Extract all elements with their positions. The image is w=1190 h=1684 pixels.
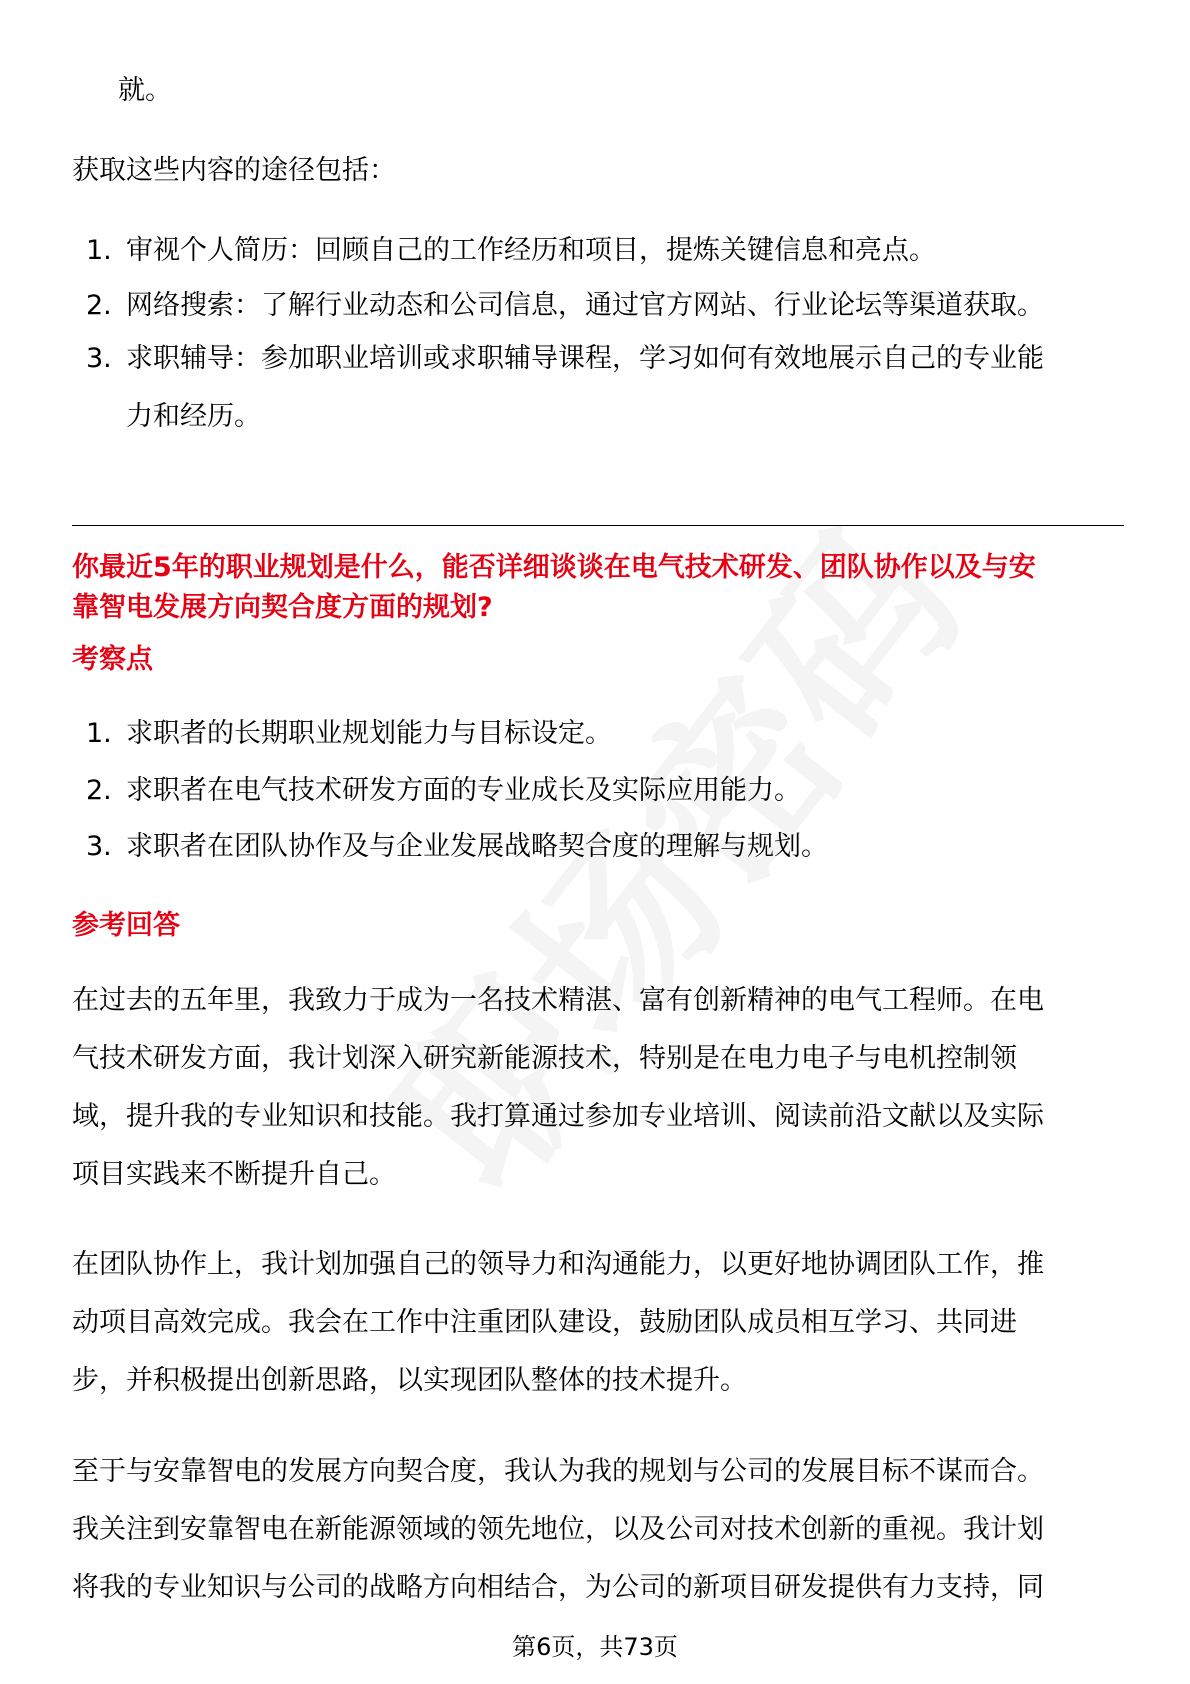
paragraph-line: 我关注到安靠智电在新能源领域的领先地位，以及公司对技术创新的重视。我计划	[72, 1514, 1044, 1545]
list-text: 求职者在团队协作及与企业发展战略契合度的理解与规划。	[126, 831, 828, 862]
paragraph-line: 在过去的五年里，我致力于成为一名技术精湛、富有创新精神的电气工程师。在电	[72, 985, 1044, 1016]
question-line: 靠智电发展方向契合度方面的规划?	[72, 592, 493, 623]
list-number: 2.	[86, 775, 112, 806]
list-text: 网络搜索：了解行业动态和公司信息，通过官方网站、行业论坛等渠道获取。	[126, 290, 1044, 321]
list-number: 2.	[86, 290, 112, 321]
paragraph-line: 将我的专业知识与公司的战略方向相结合，为公司的新项目研发提供有力支持，同	[72, 1572, 1044, 1603]
answer-paragraph	[72, 972, 1122, 1204]
paragraph-line: 域，提升我的专业知识和技能。我打算通过参加专业培训、阅读前沿文献以及实际	[72, 1101, 1044, 1132]
answer-heading: 参考回答	[72, 910, 180, 941]
list-number: 1.	[86, 235, 112, 266]
list-number: 3.	[86, 343, 112, 374]
list-text: 力和经历。	[126, 401, 261, 432]
question-line: 你最近5年的职业规划是什么，能否详细谈谈在电气技术研发、团队协作以及与安	[72, 552, 1036, 583]
section-divider	[72, 525, 1124, 526]
paragraph-line: 动项目高效完成。我会在工作中注重团队建设，鼓励团队成员相互学习、共同进	[72, 1307, 1017, 1338]
paragraph-line: 至于与安靠智电的发展方向契合度，我认为我的规划与公司的发展目标不谋而合。	[72, 1456, 1044, 1487]
paragraph-line: 项目实践来不断提升自己。	[72, 1159, 396, 1190]
list-number: 1.	[86, 718, 112, 749]
list-text: 求职者在电气技术研发方面的专业成长及实际应用能力。	[126, 775, 801, 806]
paragraph-line: 步，并积极提出创新思路，以实现团队整体的技术提升。	[72, 1365, 747, 1396]
paragraph-line: 气技术研发方面，我计划深入研究新能源技术，特别是在电力电子与电机控制领	[72, 1043, 1017, 1074]
list-text: 求职者的长期职业规划能力与目标设定。	[126, 718, 612, 749]
focus-heading: 考察点	[72, 644, 153, 675]
list-text: 求职辅导：参加职业培训或求职辅导课程，学习如何有效地展示自己的专业能	[126, 343, 1044, 374]
page-number: 第6页，共73页	[512, 1633, 678, 1661]
answer-paragraph	[72, 1443, 1122, 1617]
continuation-text: 就。	[118, 75, 172, 106]
ways-intro: 获取这些内容的途径包括：	[72, 155, 396, 186]
interview-question	[72, 548, 1036, 628]
paragraph-line: 在团队协作上，我计划加强自己的领导力和沟通能力，以更好地协调团队工作，推	[72, 1249, 1044, 1280]
list-number: 3.	[86, 831, 112, 862]
list-text: 审视个人简历：回顾自己的工作经历和项目，提炼关键信息和亮点。	[126, 235, 936, 266]
answer-paragraph	[72, 1236, 1122, 1410]
